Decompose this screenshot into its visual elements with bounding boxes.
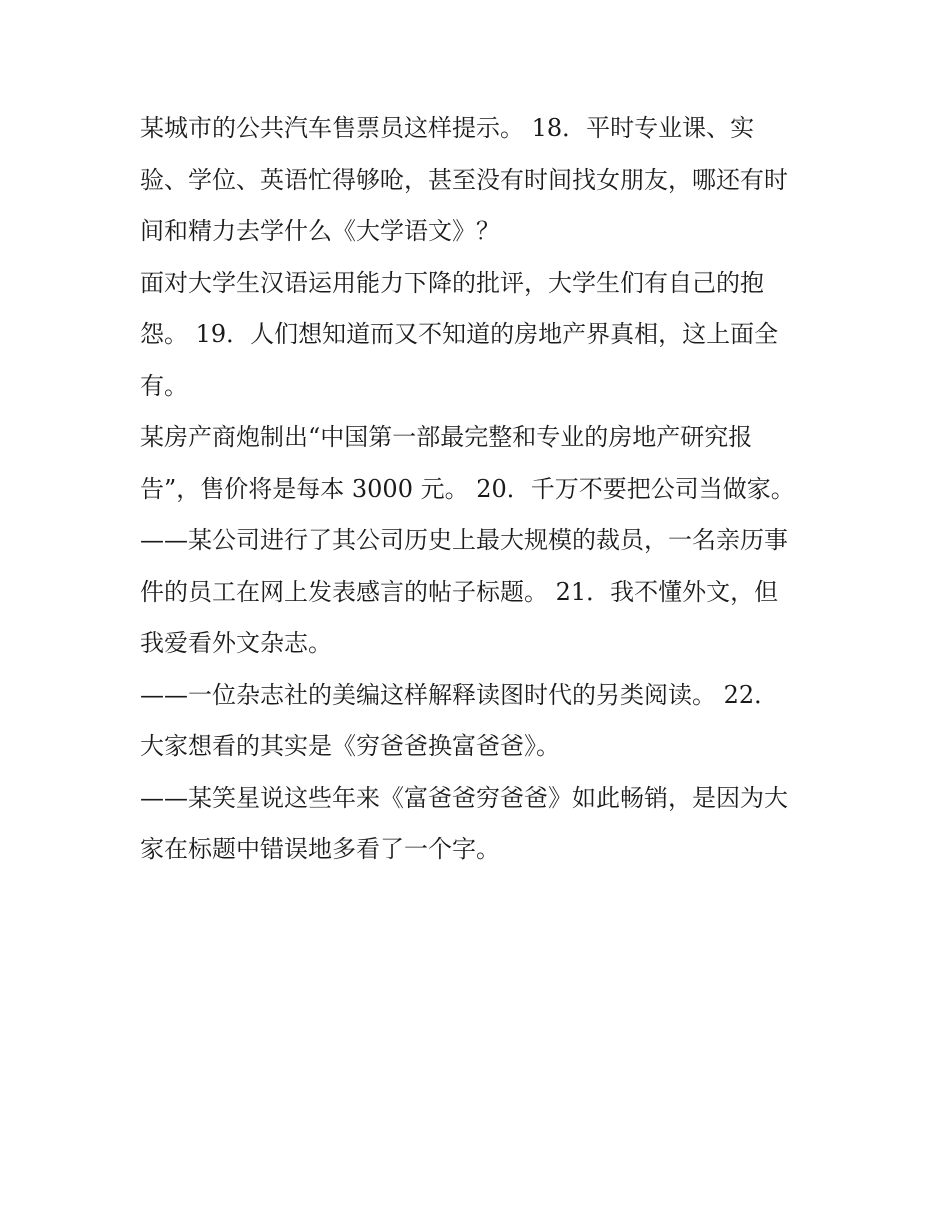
text-line: 验、学位、英语忙得够呛，甚至没有时间找女朋友，哪还有时 [140, 165, 788, 194]
text-line: 家在标题中错误地多看了一个字。 [140, 835, 500, 863]
text-line: 某房产商炮制出“中国第一部最完整和专业的房地产研究报 [140, 423, 753, 451]
text-line: 间和精力去学什么《大学语文》？ [140, 217, 500, 245]
text-line: 我爱看外文杂志。 [140, 629, 332, 657]
text-line: ——某公司进行了其公司历史上最大规模的裁员，一名亲历事 [140, 526, 788, 554]
text-line: ——一位杂志社的美编这样解释读图时代的另类阅读。 22． [140, 680, 779, 709]
text-line: 有。 [140, 371, 188, 400]
text-line: ——某笑星说这些年来《富爸爸穷爸爸》如此畅销，是因为大 [140, 783, 788, 812]
text-line: 怨。 19．人们想知道而又不知道的房地产界真相，这上面全 [140, 320, 779, 348]
text-line: 某城市的公共汽车售票员这样提示。 18．平时专业课、实 [140, 114, 755, 142]
text-line: 告”，售价将是每本 3000 元。 20．千万不要把公司当做家。 [140, 474, 795, 503]
text-line: 大家想看的其实是《穷爸爸换富爸爸》。 [140, 732, 560, 760]
document-body [140, 103, 820, 876]
text-line: 面对大学生汉语运用能力下降的批评，大学生们有自己的抱 [140, 268, 764, 297]
text-line: 件的员工在网上发表感言的帖子标题。 21．我不懂外文，但 [140, 577, 779, 606]
